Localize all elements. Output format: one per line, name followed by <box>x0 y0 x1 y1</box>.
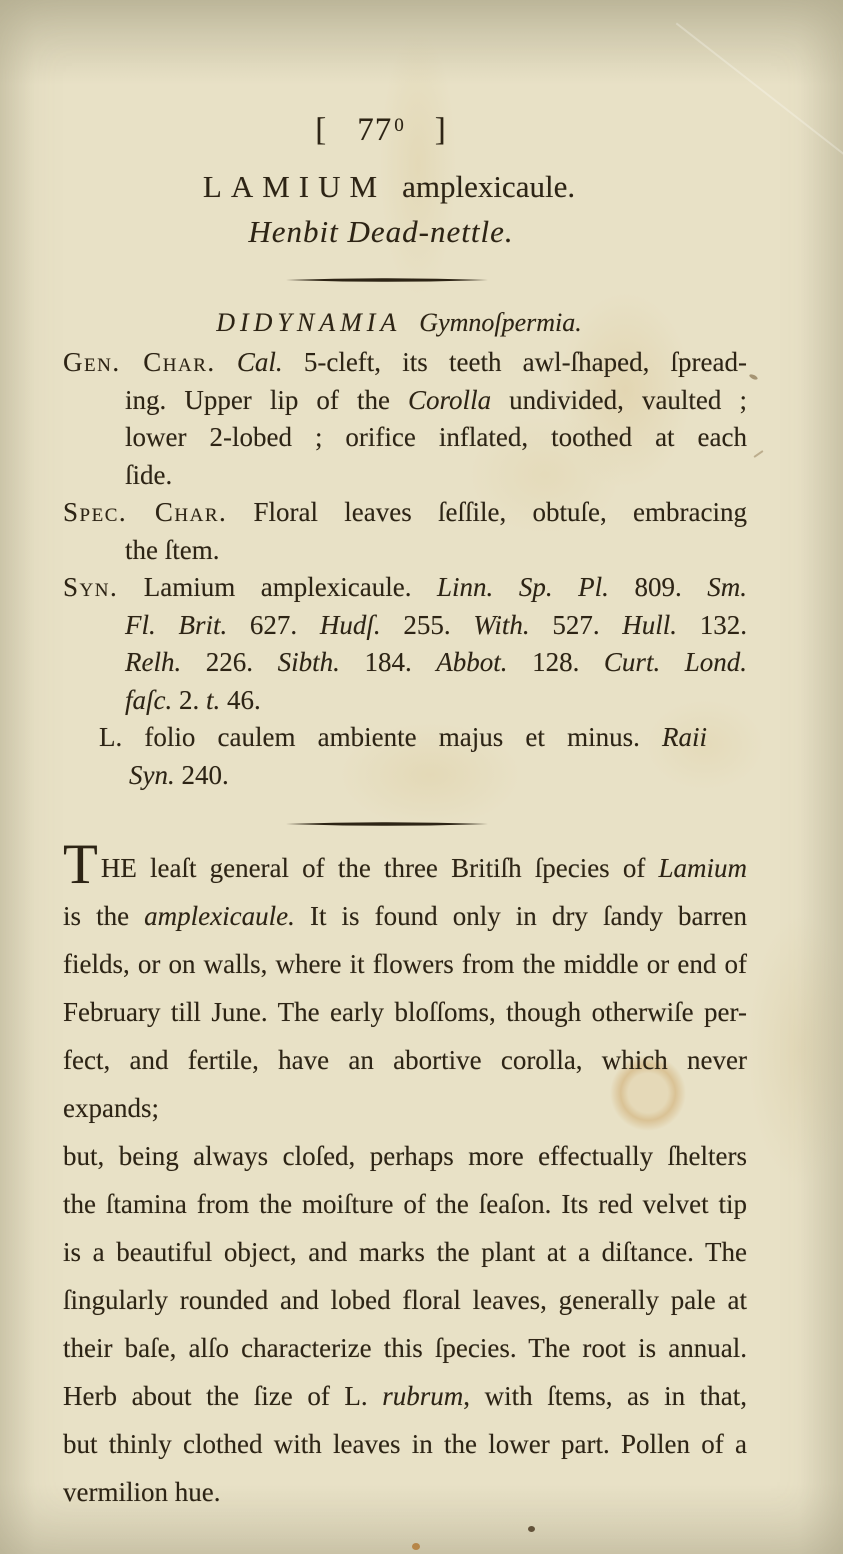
body-line <box>63 940 747 988</box>
text-segment: the ſtem. <box>125 534 220 565</box>
synonym-line <box>63 719 747 757</box>
text-segment: ſingularly rounded and lobed floral leaves, generally pale at <box>63 1285 747 1315</box>
paper-fleck <box>753 450 763 458</box>
page-number-raised-zero: 0 <box>394 114 405 136</box>
small-caps-label: Gen. Char. <box>63 347 216 377</box>
body-line <box>63 1420 747 1468</box>
text-segment: Floral leaves ſeſſile, obtuſe, embracing <box>227 497 747 527</box>
italic-text: Curt. Lond. <box>603 647 748 677</box>
gen-char-line <box>63 457 747 495</box>
italic-text: With. <box>473 609 530 640</box>
italic-text: Syn. <box>129 759 175 790</box>
italic-text: Abbot. <box>436 647 508 677</box>
italic-text: Sm. <box>707 572 748 602</box>
body-line <box>63 1036 747 1132</box>
text-segment: 627. <box>227 609 320 640</box>
text-segment: is the <box>63 901 145 931</box>
close-bracket: ] <box>434 112 447 148</box>
common-name: Henbit Dead-nettle. <box>248 214 514 249</box>
classification-line <box>57 308 741 338</box>
page-content <box>63 0 747 1516</box>
text-segment: undivided, vaulted ; <box>491 384 747 415</box>
text-segment: ſide. <box>125 459 173 490</box>
italic-text: Corolla <box>408 384 492 415</box>
text-segment: lower 2-lobed ; orifice inflated, toothed at each <box>125 422 747 452</box>
text-segment: fect, and fertile, have an abortive corolla, which never expands; <box>63 1045 747 1123</box>
body-line <box>63 1372 747 1420</box>
synonym-line <box>63 644 747 682</box>
body-line <box>63 833 747 896</box>
text-segment: 809. <box>608 572 708 602</box>
swelled-rule-graphic <box>284 276 490 284</box>
synonym-line <box>63 569 747 607</box>
text-segment: but thinly clothed with leaves in the lower part. Pollen of a <box>63 1429 747 1459</box>
text-segment: ing. Upper lip of the <box>125 384 409 415</box>
spec-char-line <box>63 494 747 532</box>
text-segment: the ſtamina from the moiſture of the ſeaſon. Its red velvet tip <box>63 1189 747 1219</box>
text-segment: 132. <box>677 609 748 640</box>
italic-text: Sibth. <box>277 647 340 677</box>
gen-char-line <box>63 344 747 382</box>
italic-text: Lamium <box>658 853 747 883</box>
text-segment: L. folio caulem ambiente majus et minus. <box>99 722 662 752</box>
small-caps-label: Spec. Char. <box>63 497 228 527</box>
text-segment: It is found only in dry ſandy barren <box>294 901 747 931</box>
italic-text: rubrum <box>382 1381 464 1411</box>
body-line <box>63 1324 747 1372</box>
linnaean-order: Gymnoſpermia. <box>419 308 582 337</box>
page-number-digits: 77 <box>357 112 393 148</box>
body-line <box>63 892 747 940</box>
text-segment: fields, or on walls, where it flowers from the middle or end of <box>63 949 747 979</box>
text-segment: Lamium amplexicaule. <box>118 572 438 602</box>
body-line <box>63 1468 747 1516</box>
page-number <box>39 112 723 149</box>
text-segment: 2. <box>172 684 206 715</box>
text-segment: vermilion hue. <box>63 1477 221 1507</box>
synonym-line <box>63 607 747 645</box>
text-segment: 255. <box>380 609 474 640</box>
foxing-spot <box>412 1543 420 1550</box>
paper-fleck <box>749 373 759 380</box>
synonym-line <box>63 682 747 720</box>
gen-char-line <box>63 382 747 420</box>
italic-text: Hull. <box>622 609 678 640</box>
spec-char-line <box>63 532 747 570</box>
swelled-rule-top <box>45 276 729 284</box>
italic-text: Fl. Brit. <box>125 609 228 640</box>
small-caps-label: Syn. <box>63 572 119 602</box>
body-line <box>63 1276 747 1324</box>
body-line <box>63 1132 747 1180</box>
body-line <box>63 988 747 1036</box>
open-bracket: [ <box>315 112 328 148</box>
text-segment: , with ſtems, as in that, <box>463 1381 747 1411</box>
italic-text: t. <box>206 684 221 715</box>
text-segment: 128. <box>507 647 604 677</box>
italic-text: Raii <box>662 722 707 752</box>
text-segment: 226. <box>181 647 278 677</box>
swelled-rule-middle <box>45 820 729 828</box>
text-segment: 527. <box>529 609 623 640</box>
text-segment: February till June. The early bloſſoms, though otherwiſe per- <box>63 997 747 1027</box>
body-line <box>63 1180 747 1228</box>
text-segment: 240. <box>174 759 229 790</box>
swelled-rule-graphic <box>284 820 490 828</box>
italic-text: Cal. <box>236 347 283 377</box>
italic-text: faſc. <box>125 684 173 715</box>
text-segment: HE leaſt general of the three Britiſh ſpecies of <box>100 853 659 883</box>
linnaean-class: DIDYNAMIA <box>216 308 402 337</box>
ink-speck <box>528 1526 535 1532</box>
italic-text: Linn. Sp. Pl. <box>437 572 609 602</box>
body-line <box>63 1228 747 1276</box>
text-segment: Herb about the ſize of L. <box>63 1381 383 1411</box>
text-segment <box>216 347 237 377</box>
italic-text: amplexicaule. <box>144 901 295 931</box>
gen-char-line <box>63 419 747 457</box>
synonym-line <box>63 757 747 795</box>
italic-text: Hudſ. <box>319 609 381 640</box>
text-segment: 46. <box>220 684 261 715</box>
text-segment: is a beautiful object, and marks the plant at a diſtance. The <box>63 1237 747 1267</box>
species-epithet: amplexicaule. <box>402 169 576 204</box>
genus-name: LAMIUM <box>202 169 387 204</box>
italic-text: Relh. <box>125 647 182 677</box>
text-segment: but, being always cloſed, perhaps more effectually ſhelters <box>63 1141 747 1171</box>
character-block <box>63 344 747 794</box>
description-paragraph <box>63 833 747 1516</box>
text-segment: 184. <box>339 647 437 677</box>
species-title <box>47 169 731 205</box>
drop-cap: T <box>63 833 98 896</box>
text-segment: their baſe, alſo characterize this ſpecies. The root is annual. <box>63 1333 747 1363</box>
text-segment: 5-cleft, its teeth awl-ſhaped, ſpread- <box>282 347 747 377</box>
